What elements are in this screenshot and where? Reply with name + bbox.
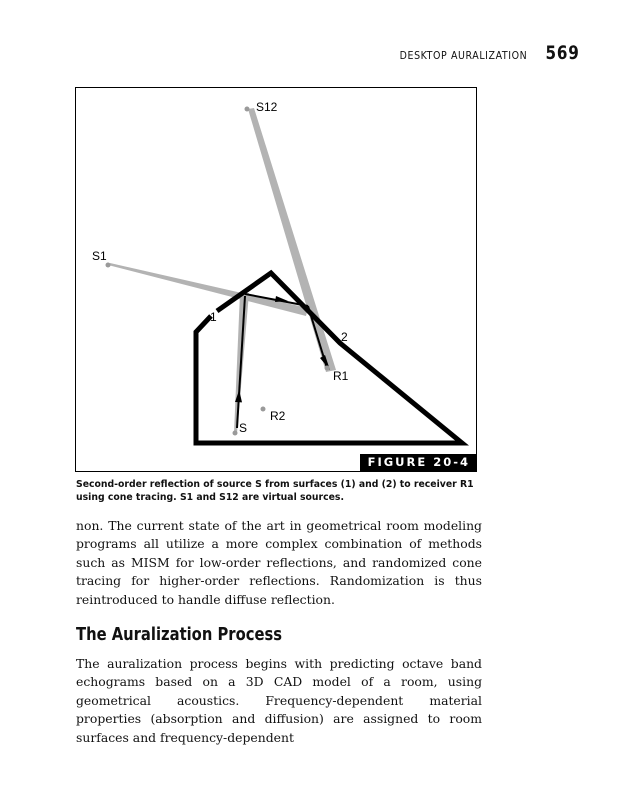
figure-diagram <box>76 88 477 472</box>
figure-caption: Second-order reflection of source S from surfaces (1) and (2) to receiver R1 using cone tracing. S1 and S12 are virtual sources. <box>76 479 474 503</box>
label-surface1: 1 <box>210 310 217 324</box>
label-s: S <box>239 421 248 435</box>
running-title: DESKTOP AURALIZATION <box>399 50 528 62</box>
running-head <box>400 42 580 64</box>
point-s1 <box>106 263 111 268</box>
paragraph-1: non. The current state of the art in geometrical room modeling programs all utilize a more complex combination of methods such as MISM for low-order reflections, and randomized cone tracing for higher-order reflections. Randomization is thus reintroduced to handle diffuse reflection. <box>76 518 482 607</box>
label-s12: S12 <box>256 100 278 114</box>
arrowhead-ray2 <box>275 296 288 302</box>
page-number: 569 <box>545 42 580 64</box>
point-r2 <box>261 407 266 412</box>
label-r2: R2 <box>270 409 286 423</box>
paragraph-2: The auralization process begins with predicting octave band echograms based on a 3D CAD model of a room, using geometrical acoustics. Frequency-dependent material properties (absorption and diffusion) are assigned to room surfaces and frequency-dependent <box>76 656 482 745</box>
section-heading: The Auralization Process <box>76 624 283 645</box>
label-r1: R1 <box>333 369 349 383</box>
figure-20-4 <box>75 87 477 472</box>
cone-from-s1 <box>108 263 308 316</box>
point-s12 <box>245 107 250 112</box>
label-s1: S1 <box>92 249 107 263</box>
figure-tag: FIGURE 20-4 <box>360 454 476 471</box>
point-s <box>233 431 238 436</box>
cone-from-s12 <box>248 108 336 372</box>
point-r1 <box>325 366 330 371</box>
label-surface2: 2 <box>341 330 348 344</box>
